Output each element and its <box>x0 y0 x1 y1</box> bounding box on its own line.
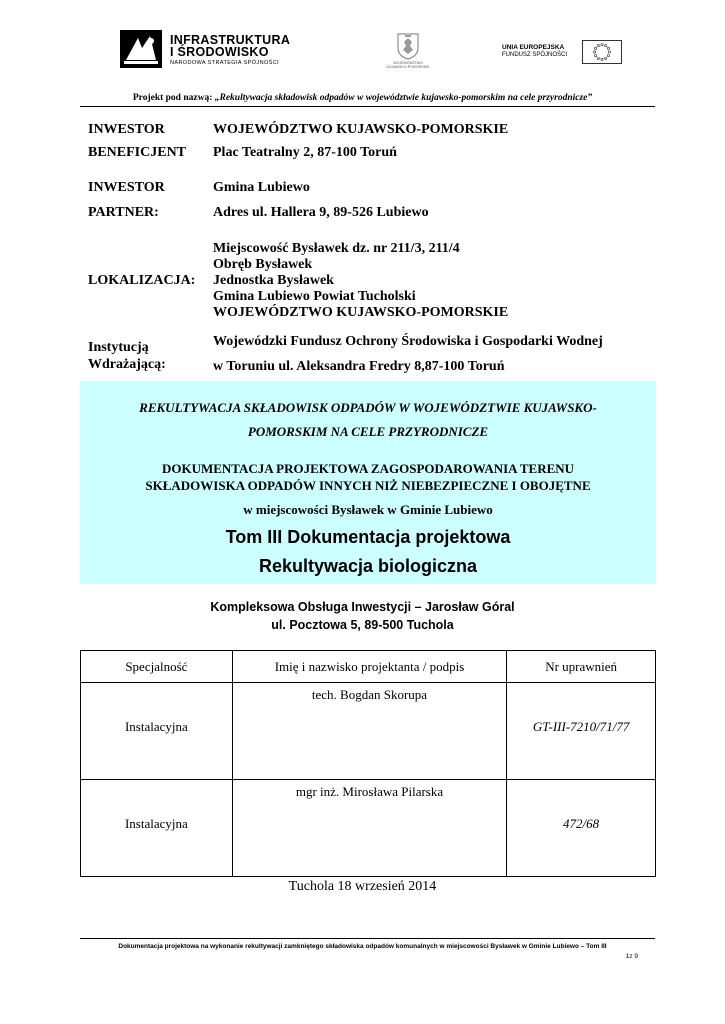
company-name: Kompleksowa Obsługa Inwestycji – Jarosław Góral <box>210 600 515 614</box>
designer-name: mgr inż. Mirosława Pilarska <box>295 784 444 799</box>
logo-left-line1: INFRASTRUKTURA <box>170 33 291 47</box>
instytucja-label <box>88 339 166 373</box>
logo-left-line2: I ŚRODOWISKO <box>170 45 269 59</box>
header-divider <box>80 106 655 107</box>
table-row <box>81 683 656 780</box>
logo-mid-caption: WOJEWÓDZTWO KUJAWSKO-POMORSKIE <box>386 61 430 69</box>
license-number: 472/68 <box>563 816 600 831</box>
beneficjent-value: Plac Teatralny 2, 87-100 Toruń <box>213 145 397 160</box>
partner-label: PARTNER: <box>88 205 159 220</box>
table-row <box>81 780 656 877</box>
table-cell <box>81 683 233 780</box>
infrastruktura-logo <box>120 30 320 70</box>
table-cell <box>232 683 506 780</box>
eagle-crest-icon <box>395 32 421 60</box>
voivodeship-logo <box>383 32 433 72</box>
lokalizacja-value <box>213 241 508 321</box>
table-cell <box>507 683 656 780</box>
lokalizacja-line: Gmina Lubiewo Powiat Tucholski <box>213 289 416 304</box>
beneficjent-label: BENEFICJENT <box>88 145 187 160</box>
table-header-cell: Specjalność <box>81 651 233 683</box>
specialty-value: Instalacyjna <box>124 719 188 734</box>
footer-divider <box>80 938 655 939</box>
specialty-value: Instalacyjna <box>124 816 188 831</box>
footer-text: Dokumentacja projektowa na wykonanie rekultywacji zamkniętego składowiska odpadów komunalnych w miejscowości Bysławek w Gminie Lubiewo – Tom III <box>118 943 607 950</box>
instytucja-label-line1: Instytucją <box>88 340 149 355</box>
table-cell <box>232 780 506 877</box>
logo-left-line3: NARODOWA STRATEGIA SPÓJNOŚCI <box>170 60 279 66</box>
company-address: ul. Pocztowa 5, 89-500 Tuchola <box>271 618 454 632</box>
investor-label-2: INWESTOR <box>88 180 165 195</box>
eu-flag-icon <box>582 40 622 64</box>
table-header-cell: Imię i nazwisko projektanta / podpis <box>232 651 506 683</box>
table-header-row <box>81 651 656 683</box>
band-title-line1: REKULTYWACJA SKŁADOWISK ODPADÓW W WOJEWÓDZTWIE KUJAWSKO- <box>139 400 597 415</box>
project-name: „Rekultywacja składowisk odpadów w województwie kujawsko-pomorskim na cele przyrodnicze” <box>214 93 593 103</box>
page-number: 1z 9 <box>625 953 638 960</box>
band-tom-line: Tom III Dokumentacja projektowa <box>225 527 511 547</box>
band-subject-line: Rekultywacja biologiczna <box>258 556 478 576</box>
license-number: GT-III-7210/71/77 <box>532 719 630 734</box>
instytucja-line2: w Toruniu ul. Aleksandra Fredry 8,87-100 Toruń <box>213 359 505 374</box>
lokalizacja-line: Jednostka Bysławek <box>213 273 334 288</box>
investor-value-1: WOJEWÓDZTWO KUJAWSKO-POMORSKIE <box>213 122 509 137</box>
table-header-cell: Nr uprawnień <box>507 651 656 683</box>
band-doc-line2: SKŁADOWISKA ODPADÓW INNYCH NIŻ NIEBEZPIECZNE I OBOJĘTNE <box>145 478 591 493</box>
lokalizacja-line: Obręb Bysławek <box>213 257 313 272</box>
logo-right-line1: UNIA EUROPEJSKA <box>502 44 565 51</box>
title-band <box>80 381 656 584</box>
designers-table <box>80 650 656 877</box>
eu-logo <box>495 38 635 68</box>
instytucja-label-line2: Wdrażającą: <box>88 357 166 372</box>
table-cell <box>81 780 233 877</box>
partner-value: Adres ul. Hallera 9, 89-526 Lubiewo <box>213 205 429 220</box>
band-title-line2: POMORSKIM NA CELE PRZYRODNICZE <box>247 424 489 439</box>
instytucja-line1: Wojewódzki Fundusz Ochrony Środowiska i Gospodarki Wodnej <box>213 334 603 349</box>
designer-name: tech. Bogdan Skorupa <box>311 687 428 702</box>
logo-right-line2: FUNDUSZ SPÓJNOŚCI <box>502 52 568 58</box>
investor-label-1: INWESTOR <box>88 122 165 137</box>
lokalizacja-line: WOJEWÓDZTWO KUJAWSKO-POMORSKIE <box>213 305 509 320</box>
project-prefix: Projekt pod nazwą: <box>132 93 215 103</box>
lokalizacja-line: Miejscowość Bysławek dz. nr 211/3, 211/4 <box>213 241 460 256</box>
project-name-line <box>0 93 725 103</box>
band-place-line: w miejscowości Bysławek w Gminie Lubiewo <box>243 502 493 517</box>
place-date: Tuchola 18 wrzesień 2014 <box>288 879 437 894</box>
table-cell <box>507 780 656 877</box>
investor-value-2: Gmina Lubiewo <box>213 180 310 195</box>
band-doc-line1: DOKUMENTACJA PROJEKTOWA ZAGOSPODAROWANIA TERENU <box>161 461 575 476</box>
lokalizacja-label: LOKALIZACJA: <box>88 273 196 288</box>
infrastruktura-mark-icon <box>120 30 162 68</box>
